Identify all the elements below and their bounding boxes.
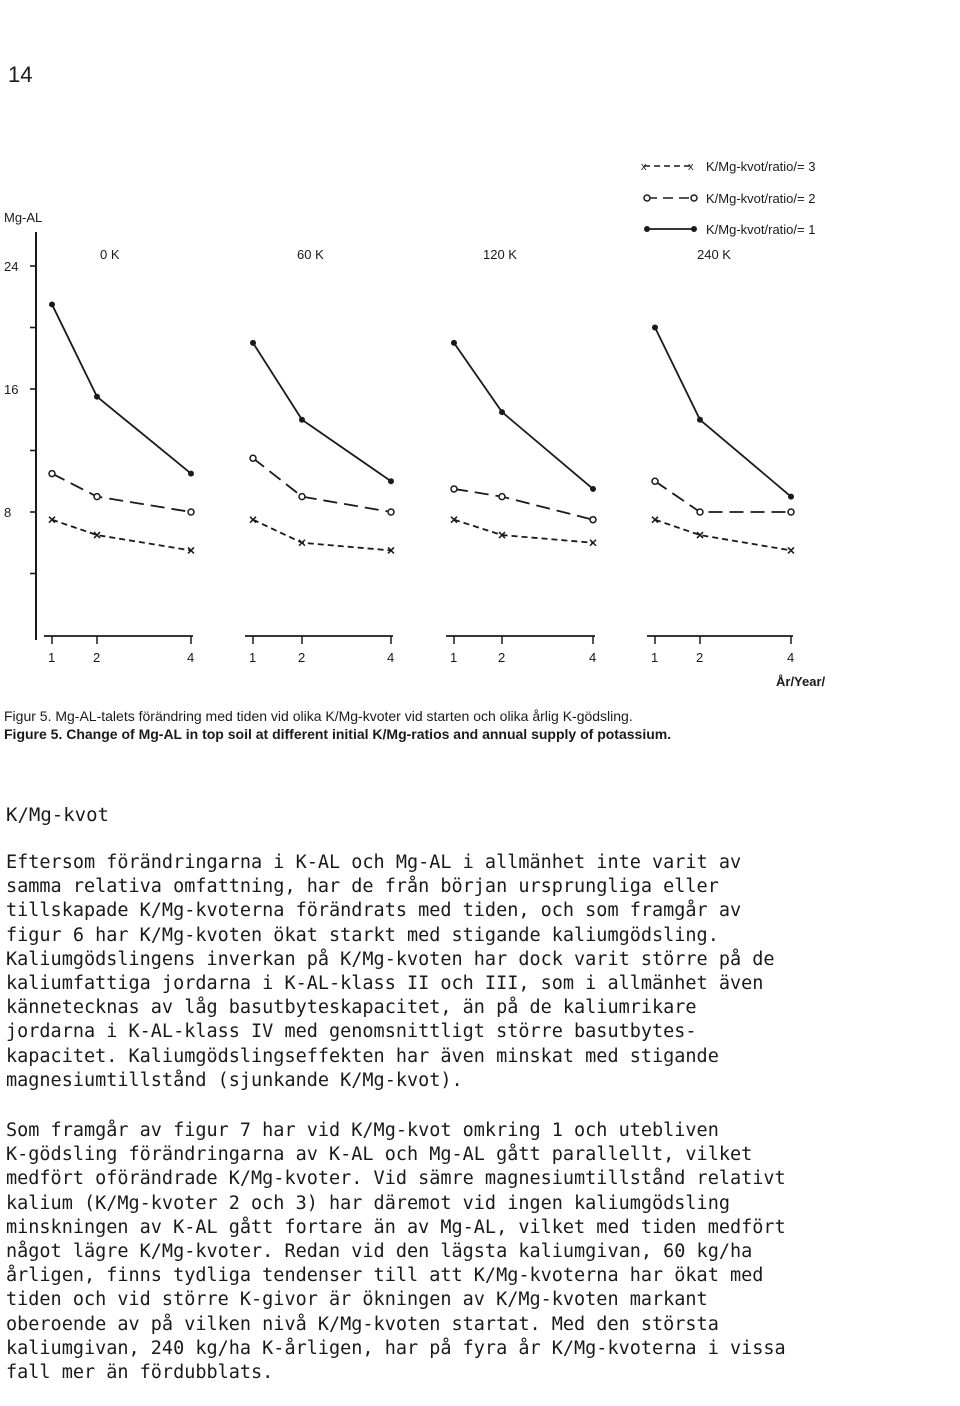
- series-line: [454, 520, 593, 543]
- series-line: [52, 304, 191, 473]
- series-line: [52, 474, 191, 512]
- paragraph-line: magnesiumtillstånd (sjunkande K/Mg-kvot).: [6, 1069, 463, 1091]
- paragraph-line: något lägre K/Mg-kvoter. Redan vid den lägsta kaliumgivan, 60 kg/ha: [6, 1241, 753, 1263]
- x-axis-panel-4: [647, 636, 794, 665]
- paragraph-line: minskningen av K-AL gått fortare än av Mg-AL, vilket med tiden medfört: [6, 1216, 786, 1238]
- paragraph-line: Som framgår av figur 7 har vid K/Mg-kvot omkring 1 och utebliven: [6, 1120, 719, 1141]
- legend-label-ratio-2: K/Mg-kvot/ratio/= 2: [706, 191, 816, 206]
- group-label: 120 K: [483, 247, 517, 262]
- page-number: 14: [8, 62, 33, 87]
- panel-3: [451, 340, 596, 546]
- group-label: 0 K: [100, 247, 120, 262]
- x-axis-panel-2: [245, 636, 394, 665]
- data-point: [590, 540, 596, 546]
- x-tick-label: 4: [387, 650, 395, 665]
- series-line: [454, 343, 593, 489]
- legend-label-ratio-1: K/Mg-kvot/ratio/= 1: [706, 222, 816, 237]
- series-line: [253, 520, 391, 551]
- data-point: [299, 417, 305, 423]
- paragraph-line: kaliumfattiga jordarna i K-AL-klass II och III, som i allmänhet även: [6, 973, 764, 995]
- y-tick-label: 8: [4, 505, 12, 520]
- x-tick-label: 1: [450, 650, 458, 665]
- x-tick-label: 1: [48, 650, 56, 665]
- x-tick-label: 4: [787, 650, 795, 665]
- group-label: 240 K: [697, 247, 731, 262]
- x-tick-label: 1: [651, 650, 659, 665]
- x-axis-panel-1: [44, 636, 194, 665]
- paragraph-line: K-gödsling förändringarna av K-AL och Mg-AL gått parallellt, vilket: [6, 1144, 753, 1166]
- svg-text:x: x: [641, 161, 647, 173]
- data-point: [49, 471, 55, 477]
- paragraph-line: Eftersom förändringarna i K-AL och Mg-AL i allmänhet inte varit av: [6, 852, 742, 873]
- x-tick-label: 2: [696, 650, 704, 665]
- series-line: [454, 489, 593, 520]
- legend-item-ratio-3: [641, 159, 815, 174]
- data-point: [788, 547, 794, 553]
- data-point: [94, 494, 100, 500]
- data-point: [697, 417, 703, 423]
- series-line: [655, 520, 791, 551]
- data-point: [590, 486, 596, 492]
- x-tick-label: 1: [249, 650, 257, 665]
- panel-2: [250, 340, 394, 554]
- y-tick-label: 24: [4, 259, 19, 274]
- paragraph-line: kalium (K/Mg-kvoter 2 och 3) har däremot vid ingen kaliumgödsling: [6, 1192, 730, 1214]
- x-tick-label: 2: [93, 650, 101, 665]
- paragraph-line: tillskapade K/Mg-kvoterna förändrats med tiden, och som framgår av: [6, 900, 742, 922]
- data-point: [250, 455, 256, 461]
- data-point: [652, 325, 658, 331]
- paragraph-line: samma relativa omfattning, har de från början ursprungliga eller: [6, 876, 719, 898]
- legend-item-ratio-2: [644, 191, 815, 206]
- x-tick-label: 4: [589, 650, 597, 665]
- paragraph-line: figur 6 har K/Mg-kvoten ökat starkt med stigande kaliumgödsling.: [6, 924, 719, 946]
- x-tick-label: 4: [187, 650, 195, 665]
- data-point: [788, 509, 794, 515]
- series-line: [253, 343, 391, 481]
- data-point: [499, 409, 505, 415]
- panels: [49, 301, 794, 553]
- legend-item-ratio-1: [644, 222, 815, 237]
- y-axis: [4, 232, 37, 640]
- data-point: [499, 494, 505, 500]
- series-line: [655, 328, 791, 497]
- x-tick-label: 2: [498, 650, 506, 665]
- svg-text:x: x: [688, 161, 694, 173]
- series-line: [655, 481, 791, 512]
- group-labels: [100, 247, 731, 262]
- data-point: [250, 340, 256, 346]
- paragraph-line: fall mer än fördubblats.: [6, 1362, 274, 1384]
- data-point: [451, 486, 457, 492]
- x-tick-label: 2: [298, 650, 306, 665]
- paragraph-line: Kaliumgödslingens inverkan på K/Mg-kvoten har dock varit större på de: [6, 948, 775, 970]
- series-line: [52, 520, 191, 551]
- data-point: [188, 509, 194, 515]
- panel-4: [652, 325, 794, 554]
- x-axis-panel-3: [446, 636, 596, 665]
- group-label: 60 K: [297, 247, 324, 262]
- section-heading: K/Mg-kvot: [6, 804, 109, 826]
- data-point: [188, 471, 194, 477]
- paragraph-line: kapacitet. Kaliumgödslingseffekten har även minskat med stigande: [6, 1045, 719, 1067]
- paragraph-line: oberoende av på vilken nivå K/Mg-kvoten startat. Med den största: [6, 1313, 719, 1335]
- data-point: [788, 494, 794, 500]
- paragraph-line: jordarna i K-AL-klass IV med genomsnittligt större basutbytes-: [6, 1021, 697, 1043]
- figure-caption-swedish: Figur 5. Mg-AL-talets förändring med tiden vid olika K/Mg-kvoter vid starten och olika årlig K-gödsling.: [4, 708, 633, 724]
- data-point: [94, 394, 100, 400]
- data-point: [299, 494, 305, 500]
- data-point: [451, 340, 457, 346]
- figure-caption-english: Figure 5. Change of Mg-AL in top soil at different initial K/Mg-ratios and annual supply of potassium.: [4, 726, 672, 742]
- y-tick-label: 16: [4, 382, 19, 397]
- data-point: [590, 517, 596, 523]
- data-point: [49, 301, 55, 307]
- paragraph-1: [6, 851, 956, 1093]
- data-point: [388, 478, 394, 484]
- legend-label-ratio-3: K/Mg-kvot/ratio/= 3: [706, 159, 816, 174]
- x-axis-label: År/Year/: [776, 674, 826, 689]
- paragraph-line: kännetecknas av låg basutbyteskapacitet, än på de kaliumrikare: [6, 997, 697, 1019]
- data-point: [388, 509, 394, 515]
- paragraph-line: årligen, finns tydliga tendenser till att K/Mg-kvoterna har ökat med: [6, 1265, 764, 1287]
- figure-5: [0, 145, 960, 695]
- line-chart: [0, 145, 960, 690]
- paragraph-line: medfört oförändrade K/Mg-kvoter. Vid sämre magnesiumtillstånd relativt: [6, 1168, 786, 1190]
- x-axes: [44, 636, 794, 665]
- legend: [641, 159, 815, 237]
- data-point: [652, 478, 658, 484]
- paragraph-line: tiden och vid större K-givor är ökningen av K/Mg-kvoten markant: [6, 1289, 708, 1311]
- data-point: [697, 509, 703, 515]
- y-axis-label: Mg-AL: [4, 210, 43, 225]
- paragraph-2: [6, 1119, 956, 1385]
- paragraph-line: kaliumgivan, 240 kg/ha K-årligen, har på fyra år K/Mg-kvoterna i vissa: [6, 1337, 786, 1359]
- panel-1: [49, 301, 194, 553]
